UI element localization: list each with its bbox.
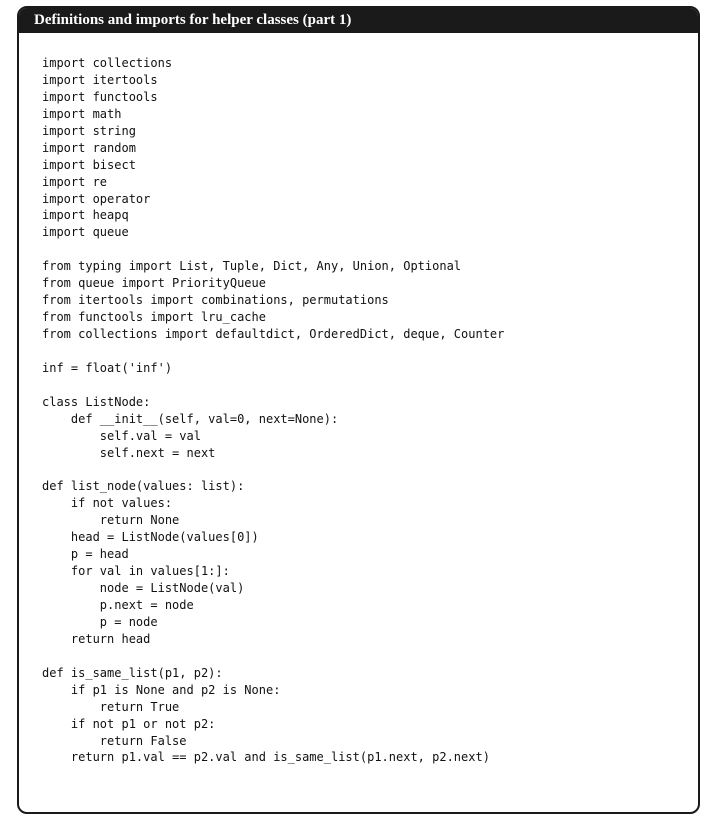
code-line: head = ListNode(values[0]) — [42, 530, 259, 545]
code-line: import collections — [42, 56, 173, 70]
code-line: import operator — [42, 191, 151, 206]
code-line: import heapq — [42, 208, 129, 223]
code-line: def __init__(self, val=0, next=None): — [42, 411, 339, 426]
code-line — [42, 377, 688, 394]
code-line: import itertools — [42, 72, 158, 87]
code-line: if p1 is None and p2 is None: — [42, 682, 281, 697]
code-line — [42, 462, 688, 479]
code-line: class ListNode: — [42, 394, 151, 409]
code-line: p.next = node — [42, 598, 194, 612]
code-line: from collections import defaultdict, OrderedDict, deque, Counter — [42, 327, 505, 341]
code-line — [42, 241, 688, 258]
code-line: node = ListNode(val) — [42, 581, 245, 596]
code-line: return p1.val == p2.val and is_same_list(p1.next, p2.next) — [42, 750, 490, 765]
code-line — [42, 648, 688, 665]
code-listing-box — [17, 6, 700, 814]
code-line: for val in values[1:]: — [42, 564, 230, 579]
code-line: def list_node(values: list): — [42, 479, 245, 494]
code-line: from queue import PriorityQueue — [42, 276, 266, 291]
box-header — [19, 8, 698, 33]
code-line: import math — [42, 106, 122, 121]
code-line: self.val = val — [42, 428, 201, 443]
code-line — [42, 343, 688, 360]
code-line: return True — [42, 699, 180, 714]
box-title: Definitions and imports for helper classes (part 1) — [34, 12, 352, 28]
code-line: import queue — [42, 225, 129, 240]
code-line: if not values: — [42, 496, 173, 511]
code-line: import re — [42, 174, 108, 189]
code-line: return False — [42, 733, 187, 748]
code-line: self.next = next — [42, 445, 216, 460]
code-line: def is_same_list(p1, p2): — [42, 665, 223, 680]
code-line: inf = float('inf') — [42, 360, 173, 375]
code-line: p = head — [42, 547, 129, 562]
code-line: from functools import lru_cache — [42, 310, 266, 325]
code-line: from typing import List, Tuple, Dict, Any, Union, Optional — [42, 259, 462, 274]
code-line: import functools — [42, 89, 158, 104]
code-line: return None — [42, 513, 180, 528]
code-line: if not p1 or not p2: — [42, 716, 216, 731]
code-line: return head — [42, 631, 151, 646]
code-line: import random — [42, 140, 136, 155]
code-line: p = node — [42, 614, 158, 629]
code-line: import string — [42, 123, 136, 138]
code-body — [42, 55, 688, 766]
code-line: from itertools import combinations, permutations — [42, 293, 389, 308]
code-line: import bisect — [42, 157, 136, 172]
